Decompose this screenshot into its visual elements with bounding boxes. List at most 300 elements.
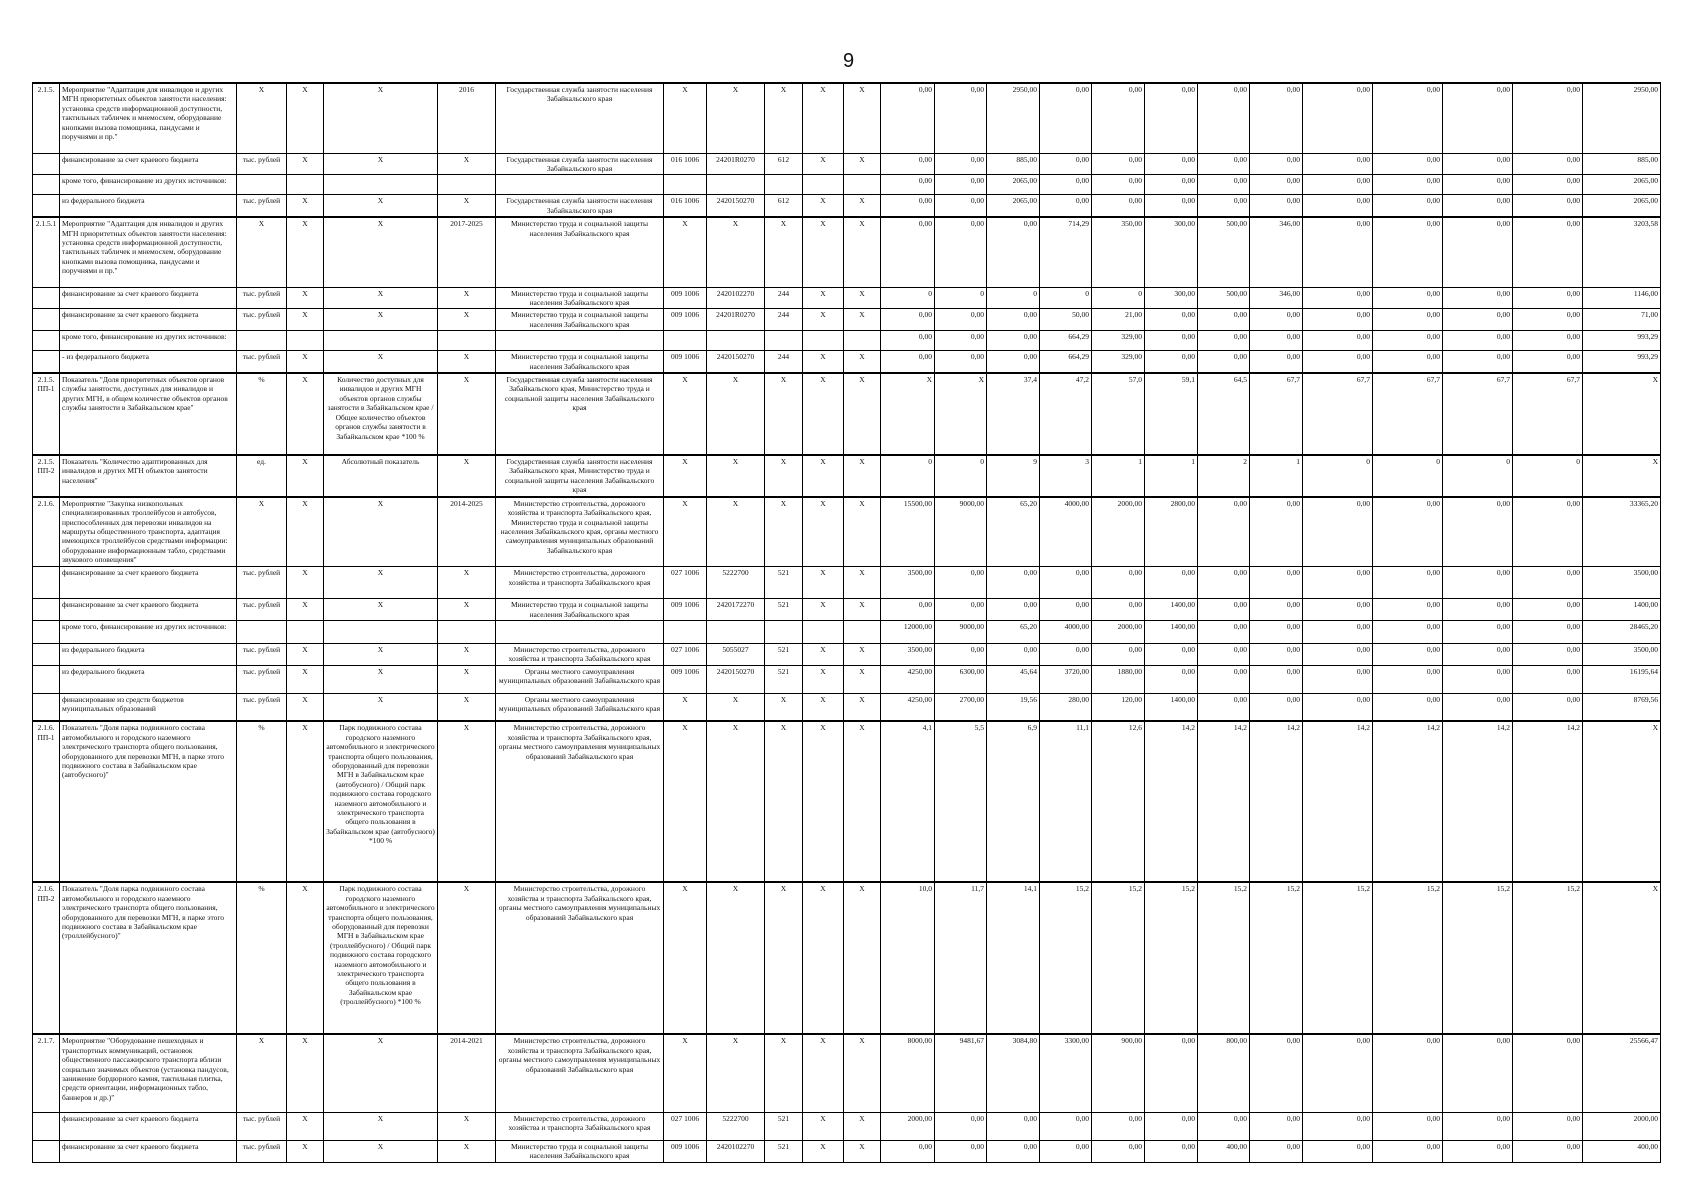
table-cell: 37,4 xyxy=(987,373,1040,455)
table-cell: X xyxy=(438,351,496,373)
table-cell: X xyxy=(287,1140,324,1162)
table-cell: 0,00 xyxy=(935,1112,987,1140)
table-cell: тыс. рублей xyxy=(237,567,287,599)
table-cell: X xyxy=(237,497,287,567)
table-cell: X xyxy=(1583,721,1661,882)
table-cell: X xyxy=(287,83,324,153)
table-cell: 0,00 xyxy=(935,175,987,195)
table-cell: 0,00 xyxy=(1145,83,1198,153)
table-cell: Министерство труда и социальной защиты населения Забайкальского края xyxy=(496,599,664,621)
table-cell: X xyxy=(438,1112,496,1140)
table-cell: X xyxy=(803,83,844,153)
table-cell: 0,00 xyxy=(1250,599,1303,621)
table-row xyxy=(33,1034,1661,1112)
table-cell xyxy=(707,175,765,195)
table-cell: X xyxy=(844,83,881,153)
table-cell: X xyxy=(844,644,881,666)
table-cell: 0,00 xyxy=(1373,287,1443,309)
table-cell: X xyxy=(287,195,324,217)
table-cell xyxy=(33,665,60,693)
table-cell: X xyxy=(707,721,765,882)
table-row xyxy=(33,882,1661,1034)
table-cell: 0,00 xyxy=(1373,309,1443,331)
table-cell: X xyxy=(438,195,496,217)
table-cell: 9000,00 xyxy=(935,497,987,567)
table-cell xyxy=(844,621,881,644)
table-cell xyxy=(33,599,60,621)
table-cell: 0,00 xyxy=(1250,309,1303,331)
table-cell xyxy=(33,644,60,666)
table-cell: X xyxy=(324,1112,438,1140)
table-cell: 0,00 xyxy=(1443,153,1513,175)
table-cell: 0,00 xyxy=(1040,1140,1092,1162)
table-cell: 0,00 xyxy=(1303,621,1373,644)
table-cell: X xyxy=(803,455,844,497)
table-cell: X xyxy=(287,455,324,497)
table-cell: 0,00 xyxy=(1250,665,1303,693)
table-cell: 0,00 xyxy=(881,153,935,175)
table-row xyxy=(33,665,1661,693)
table-cell: тыс. рублей xyxy=(237,195,287,217)
table-cell: 0,00 xyxy=(935,567,987,599)
table-cell: 0 xyxy=(1443,455,1513,497)
table-cell: % xyxy=(237,373,287,455)
table-cell: 0,00 xyxy=(1198,153,1250,175)
table-cell: 0 xyxy=(1092,287,1145,309)
table-cell: 0,00 xyxy=(1513,599,1583,621)
table-cell: X xyxy=(324,351,438,373)
table-cell: X xyxy=(707,455,765,497)
table-cell: финансирование за счет краевого бюджета xyxy=(60,287,237,309)
table-cell: 0,00 xyxy=(1513,665,1583,693)
table-cell: % xyxy=(237,721,287,882)
table-cell: X xyxy=(287,599,324,621)
table-cell: Государственная служба занятости населения Забайкальского края, Министерство труда и социальной защиты населения Забайкальского края xyxy=(496,455,664,497)
table-cell: X xyxy=(438,693,496,721)
table-cell: 0,00 xyxy=(1373,497,1443,567)
table-cell: X xyxy=(324,644,438,666)
table-cell: X xyxy=(803,351,844,373)
table-cell xyxy=(33,287,60,309)
table-cell: 1400,00 xyxy=(1145,599,1198,621)
table-cell xyxy=(287,175,324,195)
table-cell: тыс. рублей xyxy=(237,287,287,309)
table-cell: 0 xyxy=(1513,455,1583,497)
table-cell: Количество доступных для инвалидов и других МГН объектов органов службы занятости в Забайкальском крае / Общее количество объектов органов службы занятости в Забайкальском крае *100 % xyxy=(324,373,438,455)
table-cell: 0,00 xyxy=(1092,175,1145,195)
table-cell: X xyxy=(324,153,438,175)
table-row xyxy=(33,287,1661,309)
table-cell: X xyxy=(287,497,324,567)
table-cell: 0,00 xyxy=(1443,175,1513,195)
table-cell: 0,00 xyxy=(1092,567,1145,599)
table-cell: 2.1.5. ПП-2 xyxy=(33,455,60,497)
table-cell: X xyxy=(438,567,496,599)
table-cell: 521 xyxy=(765,665,803,693)
table-cell: 521 xyxy=(765,644,803,666)
table-cell: 0,00 xyxy=(1303,331,1373,351)
table-cell: Органы местного самоуправления муниципальных образований Забайкальского края xyxy=(496,693,664,721)
table-cell: X xyxy=(707,373,765,455)
table-cell: 900,00 xyxy=(1092,1034,1145,1112)
table-cell: 14,2 xyxy=(1443,721,1513,882)
table-row xyxy=(33,175,1661,195)
table-cell: 10,0 xyxy=(881,882,935,1034)
table-cell: X xyxy=(664,1034,707,1112)
table-cell: 0 xyxy=(1373,455,1443,497)
table-cell: 67,7 xyxy=(1303,373,1373,455)
table-cell: X xyxy=(844,882,881,1034)
table-cell: Министерство строительства, дорожного хозяйства и транспорта Забайкальского края xyxy=(496,1112,664,1140)
table-cell: 0,00 xyxy=(1373,621,1443,644)
table-cell: 1 xyxy=(1250,455,1303,497)
table-cell: 0,00 xyxy=(1303,1140,1373,1162)
table-cell: 9 xyxy=(987,455,1040,497)
table-cell xyxy=(33,1140,60,1162)
table-cell: 0,00 xyxy=(1513,331,1583,351)
table-cell: X xyxy=(287,665,324,693)
table-cell: 2420150270 xyxy=(707,195,765,217)
table-cell xyxy=(707,331,765,351)
table-row xyxy=(33,83,1661,153)
table-cell: Мероприятие "Адаптация для инвалидов и других МГН приоритетных объектов занятости населения: установка средств информационной доступности, тактильных табличек и мнемосхем, оборудование кнопками вызова помощника, пандусами и поручнями и пр." xyxy=(60,83,237,153)
table-cell: финансирование за счет краевого бюджета xyxy=(60,1140,237,1162)
table-cell: X xyxy=(287,351,324,373)
table-cell: 6,9 xyxy=(987,721,1040,882)
table-row xyxy=(33,644,1661,666)
table-cell: 11,1 xyxy=(1040,721,1092,882)
table-cell: 0,00 xyxy=(1373,567,1443,599)
table-cell: 0,00 xyxy=(935,83,987,153)
table-cell: 67,7 xyxy=(1443,373,1513,455)
table-cell: 0,00 xyxy=(1250,693,1303,721)
table-cell: 3720,00 xyxy=(1040,665,1092,693)
table-cell: 0,00 xyxy=(1198,1112,1250,1140)
table-cell: 500,00 xyxy=(1198,287,1250,309)
table-cell: 0,00 xyxy=(1373,195,1443,217)
table-cell: 1146,00 xyxy=(1583,287,1661,309)
table-cell: 0,00 xyxy=(1250,497,1303,567)
table-cell: 0,00 xyxy=(1303,644,1373,666)
table-cell: 0,00 xyxy=(1303,83,1373,153)
table-cell: X xyxy=(803,693,844,721)
table-cell: 1 xyxy=(1145,455,1198,497)
table-cell: 65,20 xyxy=(987,621,1040,644)
table-row xyxy=(33,599,1661,621)
table-cell: 3500,00 xyxy=(1583,567,1661,599)
table-cell: 57,0 xyxy=(1092,373,1145,455)
table-cell: X xyxy=(803,195,844,217)
table-cell: 0,00 xyxy=(1513,217,1583,287)
table-cell: 2065,00 xyxy=(1583,195,1661,217)
table-cell: 0,00 xyxy=(1513,693,1583,721)
table-row xyxy=(33,567,1661,599)
table-cell: 0,00 xyxy=(1443,497,1513,567)
table-cell: 0,00 xyxy=(1513,175,1583,195)
table-cell: X xyxy=(803,567,844,599)
table-cell: X xyxy=(803,373,844,455)
table-cell: 15,2 xyxy=(1145,882,1198,1034)
table-cell: 400,00 xyxy=(1198,1140,1250,1162)
table-cell: Показатель "Количество адаптированных для инвалидов и других МГН объектов занятости населения" xyxy=(60,455,237,497)
table-cell: X xyxy=(324,287,438,309)
table-cell: X xyxy=(803,721,844,882)
table-cell: 0,00 xyxy=(987,309,1040,331)
table-cell: 15,2 xyxy=(1250,882,1303,1034)
table-cell xyxy=(803,621,844,644)
table-cell: X xyxy=(844,217,881,287)
table-cell: финансирование за счет краевого бюджета xyxy=(60,599,237,621)
table-cell xyxy=(765,331,803,351)
table-cell xyxy=(707,621,765,644)
table-cell: 0,00 xyxy=(1092,1140,1145,1162)
table-row xyxy=(33,217,1661,287)
table-cell: X xyxy=(287,1112,324,1140)
table-cell: тыс. рублей xyxy=(237,599,287,621)
table-cell: 0,00 xyxy=(935,309,987,331)
table-cell: 1 xyxy=(1092,455,1145,497)
table-cell: кроме того, финансирование из других источников: xyxy=(60,331,237,351)
table-cell: тыс. рублей xyxy=(237,665,287,693)
table-cell: 2065,00 xyxy=(987,175,1040,195)
table-cell: 24201R0270 xyxy=(707,153,765,175)
table-row xyxy=(33,721,1661,882)
table-cell: 0,00 xyxy=(1040,567,1092,599)
table-cell: 24201R0270 xyxy=(707,309,765,331)
table-cell: 0,00 xyxy=(1303,309,1373,331)
table-cell: X xyxy=(664,373,707,455)
table-cell: 0,00 xyxy=(1145,195,1198,217)
table-cell: X xyxy=(881,373,935,455)
table-cell: 0,00 xyxy=(987,1112,1040,1140)
table-cell: 0,00 xyxy=(1145,567,1198,599)
table-cell: Государственная служба занятости населения Забайкальского края xyxy=(496,83,664,153)
table-cell: X xyxy=(844,665,881,693)
table-cell: 0,00 xyxy=(1198,83,1250,153)
table-cell: X xyxy=(438,153,496,175)
table-row xyxy=(33,1140,1661,1162)
table-cell: 0,00 xyxy=(987,1140,1040,1162)
table-cell: 15500,00 xyxy=(881,497,935,567)
table-cell: 280,00 xyxy=(1040,693,1092,721)
table-cell xyxy=(664,331,707,351)
table-cell: 0,00 xyxy=(881,309,935,331)
table-cell: X xyxy=(765,497,803,567)
table-cell: Показатель "Доля парка подвижного состава автомобильного и городского наземного электрического транспорта общего пользования, оборудованного для перевозки МГН, в парке этого подвижного состава в Забайкальском крае (троллейбусного)" xyxy=(60,882,237,1034)
table-cell: 0,00 xyxy=(881,1140,935,1162)
table-cell: 0,00 xyxy=(1250,195,1303,217)
table-cell: 0,00 xyxy=(1145,1140,1198,1162)
table-cell: 0,00 xyxy=(1198,644,1250,666)
table-cell: 0,00 xyxy=(1303,497,1373,567)
table-cell: X xyxy=(844,309,881,331)
table-cell: 1880,00 xyxy=(1092,665,1145,693)
table-cell: 59,1 xyxy=(1145,373,1198,455)
table-cell: X xyxy=(664,882,707,1034)
table-cell: 15,2 xyxy=(1373,882,1443,1034)
table-cell: 0,00 xyxy=(1145,153,1198,175)
table-cell: 0,00 xyxy=(987,217,1040,287)
table-cell: 3500,00 xyxy=(881,644,935,666)
table-cell: Министерство строительства, дорожного хозяйства и транспорта Забайкальского края, органы местного самоуправления муниципальных образований Забайкальского края xyxy=(496,882,664,1034)
table-cell: 0,00 xyxy=(1513,83,1583,153)
table-cell: X xyxy=(324,1140,438,1162)
table-cell: 0,00 xyxy=(1092,1112,1145,1140)
table-cell: 1400,00 xyxy=(1583,599,1661,621)
table-cell: X xyxy=(844,497,881,567)
table-cell xyxy=(287,331,324,351)
table-cell: 2420150270 xyxy=(707,665,765,693)
table-cell: 0,00 xyxy=(1513,195,1583,217)
table-cell: Органы местного самоуправления муниципальных образований Забайкальского края xyxy=(496,665,664,693)
table-cell: 5222700 xyxy=(707,567,765,599)
table-cell: 0,00 xyxy=(881,217,935,287)
table-cell xyxy=(765,621,803,644)
table-cell: Показатель "Доля парка подвижного состава автомобильного и городского наземного электрического транспорта общего пользования, оборудованного для перевозки МГН, в парке этого подвижного состава в Забайкальском крае (автобусного)" xyxy=(60,721,237,882)
table-cell: 0,00 xyxy=(1040,195,1092,217)
table-cell: 0,00 xyxy=(1373,1034,1443,1112)
table-row xyxy=(33,153,1661,175)
table-cell: X xyxy=(438,882,496,1034)
table-cell: X xyxy=(664,497,707,567)
table-cell: 2014-2021 xyxy=(438,1034,496,1112)
table-cell: 9000,00 xyxy=(935,621,987,644)
table-cell: 11,7 xyxy=(935,882,987,1034)
table-cell xyxy=(765,175,803,195)
table-cell: 0,00 xyxy=(1145,331,1198,351)
table-cell: X xyxy=(844,195,881,217)
table-cell: 346,00 xyxy=(1250,217,1303,287)
table-cell: 521 xyxy=(765,1140,803,1162)
table-cell: 0,00 xyxy=(1443,567,1513,599)
table-cell: X xyxy=(287,309,324,331)
table-cell: 0,00 xyxy=(1373,217,1443,287)
table-cell: тыс. рублей xyxy=(237,644,287,666)
table-cell: 2.1.5. ПП-1 xyxy=(33,373,60,455)
table-row xyxy=(33,455,1661,497)
table-cell: 244 xyxy=(765,351,803,373)
table-cell: 0,00 xyxy=(1040,83,1092,153)
table-cell: 2800,00 xyxy=(1145,497,1198,567)
table-cell: 0,00 xyxy=(1092,153,1145,175)
table-cell: 0,00 xyxy=(1145,175,1198,195)
table-cell: 71,00 xyxy=(1583,309,1661,331)
table-cell: 0,00 xyxy=(881,331,935,351)
table-cell: 67,7 xyxy=(1373,373,1443,455)
table-cell: X xyxy=(765,373,803,455)
table-cell: X xyxy=(664,455,707,497)
table-cell: 714,29 xyxy=(1040,217,1092,287)
table-cell: 329,00 xyxy=(1092,351,1145,373)
table-cell: 1400,00 xyxy=(1145,693,1198,721)
table-cell: 0,00 xyxy=(1443,331,1513,351)
table-cell: 8769,56 xyxy=(1583,693,1661,721)
table-cell: 4000,00 xyxy=(1040,497,1092,567)
table-cell: 0,00 xyxy=(1443,621,1513,644)
table-cell: X xyxy=(438,1140,496,1162)
table-cell: 67,7 xyxy=(1250,373,1303,455)
table-cell: - из федерального бюджета xyxy=(60,351,237,373)
table-cell: X xyxy=(438,644,496,666)
table-cell: 0,00 xyxy=(1198,599,1250,621)
table-cell: X xyxy=(707,217,765,287)
table-cell: 0,00 xyxy=(1250,644,1303,666)
table-cell: 14,2 xyxy=(1198,721,1250,882)
table-cell: 0,00 xyxy=(1513,1140,1583,1162)
table-cell xyxy=(438,621,496,644)
table-cell: X xyxy=(803,497,844,567)
table-cell: 14,2 xyxy=(1513,721,1583,882)
table-cell: 5222700 xyxy=(707,1112,765,1140)
table-cell: 4,1 xyxy=(881,721,935,882)
table-cell: 0,00 xyxy=(1198,309,1250,331)
table-cell: 0,00 xyxy=(935,217,987,287)
table-cell: 0 xyxy=(1040,287,1092,309)
table-cell: 5,5 xyxy=(935,721,987,882)
table-cell: 0,00 xyxy=(1443,195,1513,217)
table-cell: 2065,00 xyxy=(1583,175,1661,195)
table-cell: 0,00 xyxy=(1373,175,1443,195)
table-cell: 0,00 xyxy=(1145,1112,1198,1140)
table-cell: 0,00 xyxy=(1145,351,1198,373)
table-cell: 329,00 xyxy=(1092,331,1145,351)
table-cell: 0,00 xyxy=(1373,665,1443,693)
table-cell: 0,00 xyxy=(1250,1140,1303,1162)
table-cell: 0,00 xyxy=(935,351,987,373)
table-cell: 0 xyxy=(935,455,987,497)
table-cell: 4000,00 xyxy=(1040,621,1092,644)
table-cell: X xyxy=(287,882,324,1034)
table-cell: 521 xyxy=(765,1112,803,1140)
table-cell: 0,00 xyxy=(1373,644,1443,666)
table-cell: X xyxy=(707,693,765,721)
table-cell: X xyxy=(803,1112,844,1140)
table-cell: Министерство строительства, дорожного хозяйства и транспорта Забайкальского края, органы местного самоуправления муниципальных образований Забайкальского края xyxy=(496,1034,664,1112)
table-cell: 0,00 xyxy=(935,331,987,351)
table-cell: 2000,00 xyxy=(1092,621,1145,644)
table-cell: 0,00 xyxy=(1250,621,1303,644)
table-cell: Министерство строительства, дорожного хозяйства и транспорта Забайкальского края xyxy=(496,644,664,666)
table-cell: X xyxy=(324,497,438,567)
table-cell: 0,00 xyxy=(1373,351,1443,373)
table-cell: 0,00 xyxy=(1145,665,1198,693)
table-cell xyxy=(844,331,881,351)
table-cell xyxy=(844,175,881,195)
table-cell xyxy=(496,175,664,195)
table-cell: 0,00 xyxy=(1443,693,1513,721)
table-cell xyxy=(664,621,707,644)
table-cell: 0 xyxy=(987,287,1040,309)
table-cell: 0,00 xyxy=(1250,1034,1303,1112)
table-row xyxy=(33,693,1661,721)
table-cell: X xyxy=(803,665,844,693)
table-cell xyxy=(33,175,60,195)
table-cell: 0,00 xyxy=(1250,351,1303,373)
table-cell: X xyxy=(287,1034,324,1112)
table-cell: 0,00 xyxy=(1040,175,1092,195)
table-cell: тыс. рублей xyxy=(237,693,287,721)
table-cell: 2420150270 xyxy=(707,351,765,373)
table-cell: 0,00 xyxy=(987,567,1040,599)
table-cell: из федерального бюджета xyxy=(60,665,237,693)
table-cell: X xyxy=(803,1034,844,1112)
table-cell: 0,00 xyxy=(987,331,1040,351)
table-cell: 0,00 xyxy=(1198,621,1250,644)
table-cell: 0,00 xyxy=(1303,195,1373,217)
table-cell: 0,00 xyxy=(1443,644,1513,666)
table-cell: X xyxy=(1583,882,1661,1034)
table-cell: 0,00 xyxy=(881,175,935,195)
